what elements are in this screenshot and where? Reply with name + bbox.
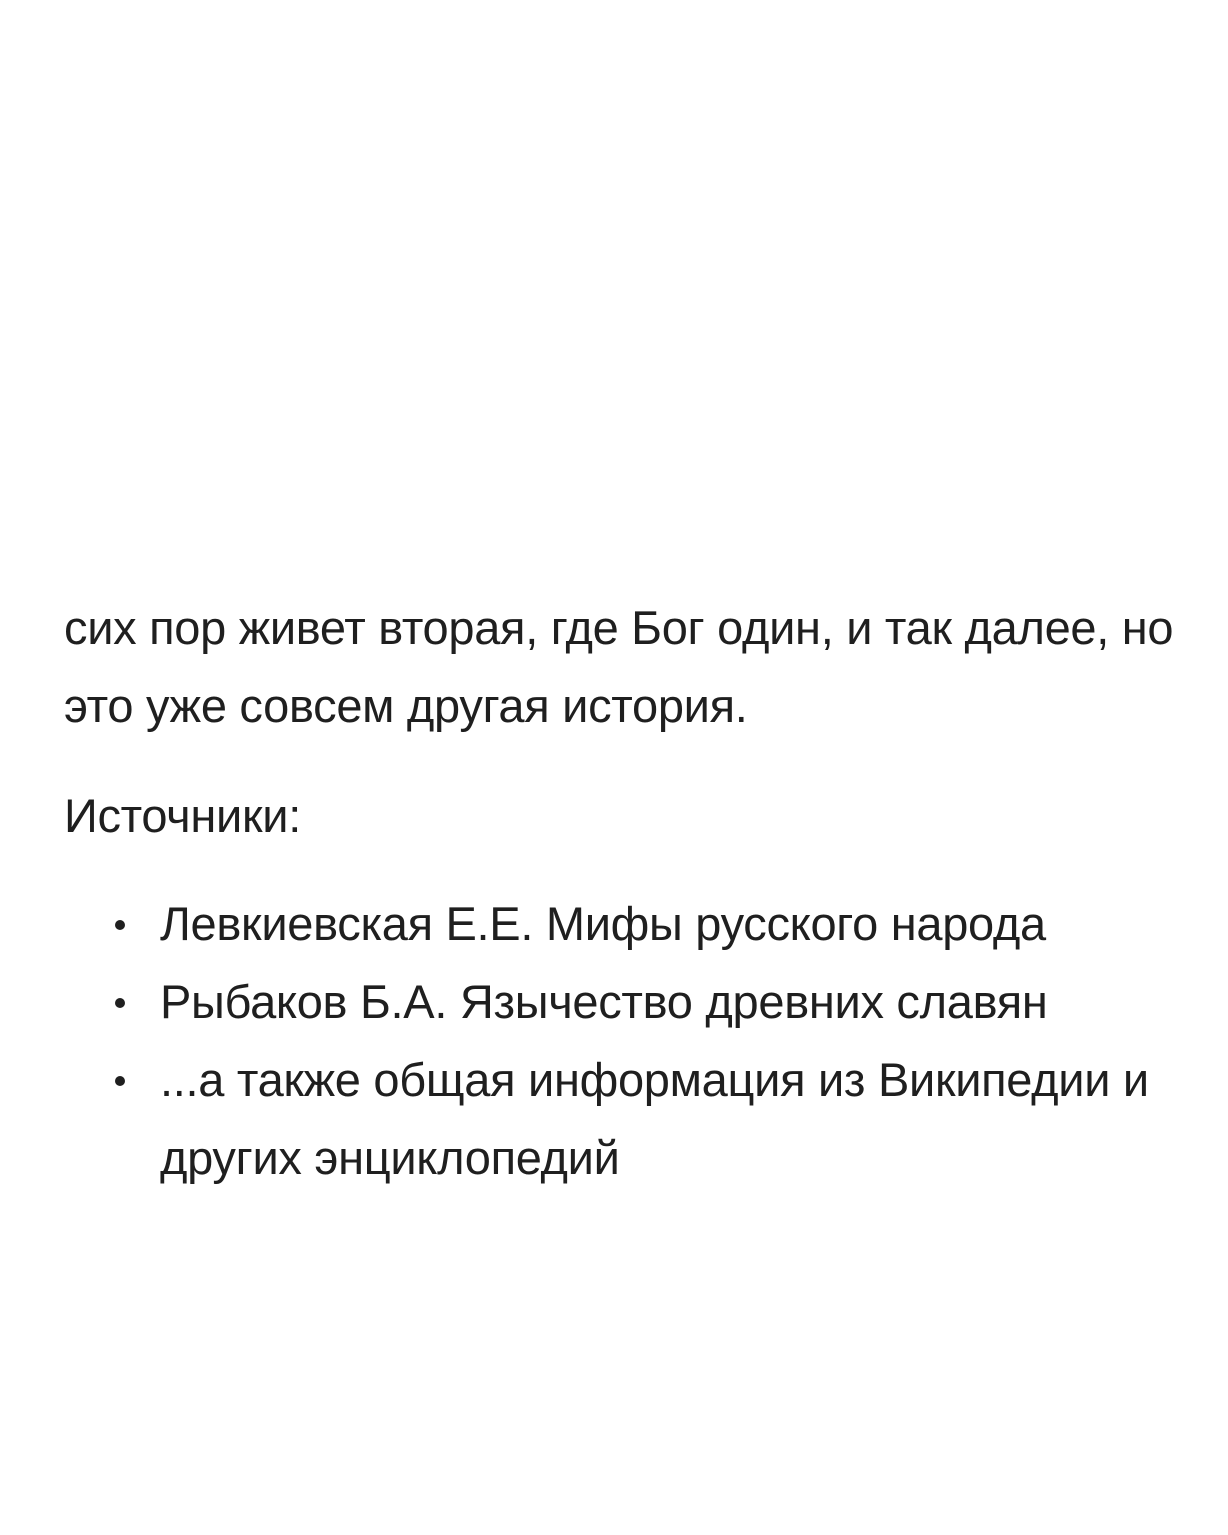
list-item bbox=[64, 885, 1174, 963]
sources-heading: Источники: bbox=[64, 789, 301, 842]
sources-list bbox=[64, 885, 1174, 1197]
source-text: Левкиевская Е.Е. Мифы русского народа bbox=[160, 897, 1046, 950]
source-text: ...а также общая информация из Википедии и других энциклопедий bbox=[160, 1053, 1149, 1184]
list-item bbox=[64, 963, 1174, 1041]
bullet-icon bbox=[115, 920, 125, 930]
article-body bbox=[64, 589, 1174, 1197]
bullet-icon bbox=[115, 998, 125, 1008]
bullet-icon bbox=[115, 1076, 125, 1086]
list-item bbox=[64, 1041, 1174, 1197]
closing-paragraph: сих пор живет вторая, где Бог один, и так далее, но это уже совсем другая история. bbox=[64, 601, 1174, 732]
source-text: Рыбаков Б.А. Язычество древних славян bbox=[160, 975, 1048, 1028]
